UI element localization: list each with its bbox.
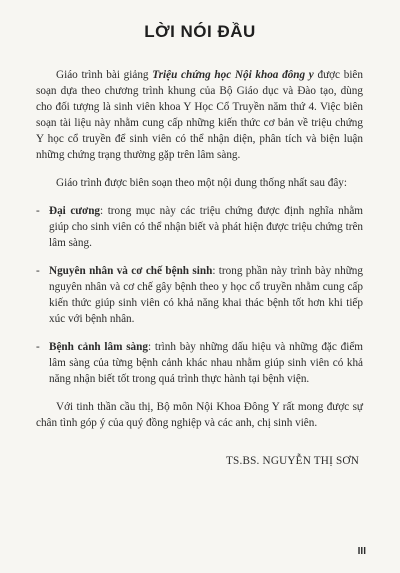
- page-title: LỜI NÓI ĐẦU: [144, 22, 256, 41]
- page-number: III: [357, 546, 366, 557]
- list-item-term: Đại cương: [49, 205, 101, 217]
- content-list: [36, 203, 363, 387]
- list-item-term: Bệnh cảnh lâm sàng: [49, 341, 148, 353]
- list-item: [36, 339, 363, 387]
- list-item-text: : trình bày những dấu hiệu và những đặc điểm lâm sàng của từng bệnh cảnh khác nhau nhằm giúp sinh viên có khả năng nhận biết tốt trong quá trình thực hành tại bệnh viện.: [49, 341, 363, 385]
- closing-paragraph: Với tinh thần cầu thị, Bộ môn Nội Khoa Đông Y rất mong được sự chân tình góp ý của quý đồng nghiệp và các anh, chị sinh viên.: [36, 401, 363, 429]
- list-item-text: : trong mục này các triệu chứng được định nghĩa nhằm giúp cho sinh viên có thể nhận biết và phát hiện được triệu chứng trên lâm sàng.: [49, 205, 363, 249]
- list-dash: -: [36, 341, 40, 353]
- document-body: [36, 67, 363, 443]
- intro-book-title: Triệu chứng học Nội khoa đông y: [152, 69, 314, 81]
- list-item: [36, 263, 363, 327]
- author-signature: TS.BS. NGUYỄN THỊ SƠN: [226, 455, 359, 467]
- list-dash: -: [36, 265, 40, 277]
- intro-before: Giáo trình bài giảng: [56, 69, 153, 81]
- lead-paragraph: Giáo trình được biên soạn theo một nội dung thống nhất sau đây:: [56, 177, 348, 189]
- list-dash: -: [36, 205, 40, 217]
- intro-paragraph: [36, 67, 363, 163]
- list-item-term: Nguyên nhân và cơ chế bệnh sinh: [49, 265, 213, 277]
- list-item-text: : trong phần này trình bày những nguyên nhân và cơ chế gây bệnh theo y học cổ truyền nhằm cung cấp kiến thức giúp sinh viên có khả năng khai thác bệnh tốt hơn khi tiếp xúc với bệnh nhân.: [49, 265, 363, 325]
- list-item: [36, 203, 363, 251]
- intro-after: được biên soạn dựa theo chương trình khung của Bộ Giáo dục và Đào tạo, dùng cho đối tượng là sinh viên khoa Y Học Cổ Truyền năm thứ 4. Việc biên soạn tài liệu này nhằm cung cấp những kiến thức cơ bản về triệu chứng Y học cổ truyền để sinh viên có thể nhận diện, phân tích và biện luận những chứng trạng thường gặp trên lâm sàng.: [36, 69, 363, 161]
